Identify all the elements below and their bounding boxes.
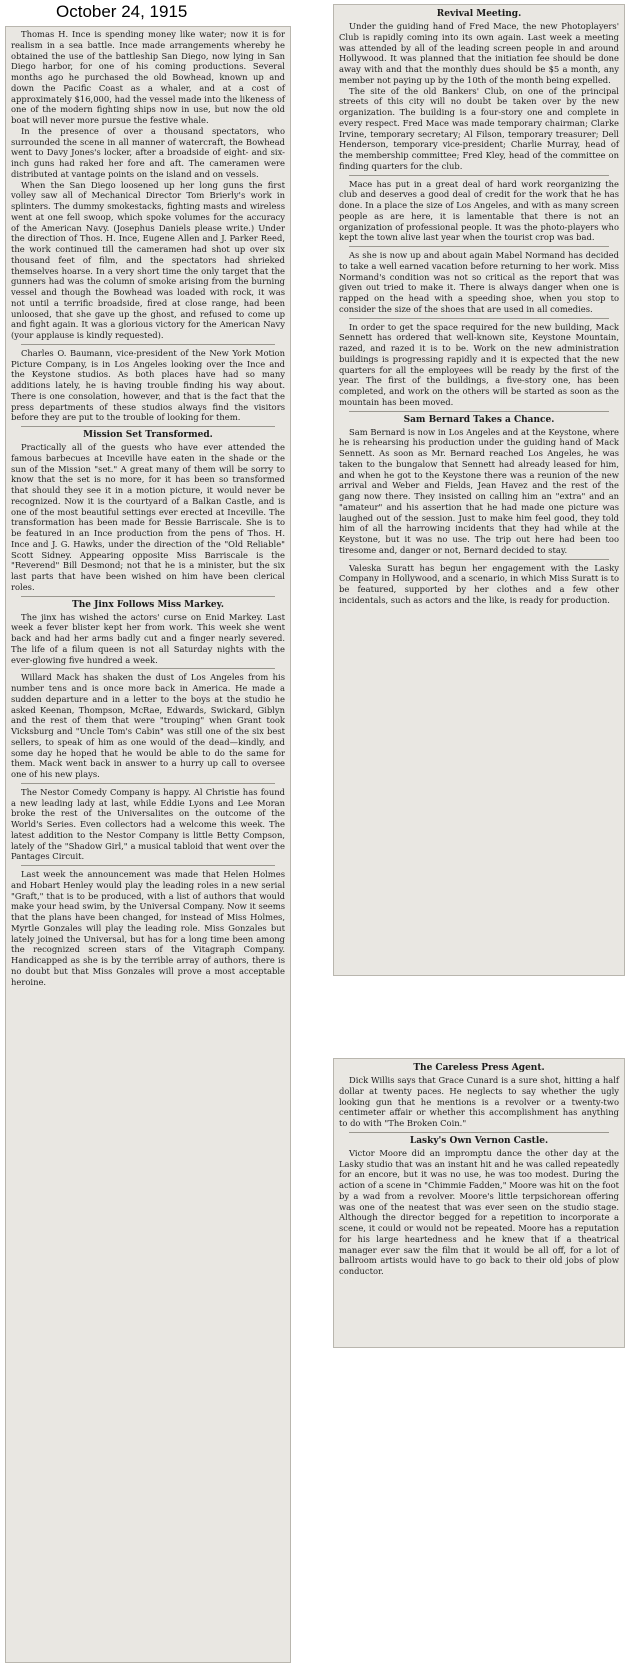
article-mission-set: Practically all of the guests who have ever attended the famous barbecues at Inceville have eaten in the shade or the sun of the Mission "set." A great many of them will be sorry to know that the set is no more, for it has been so transformed that should they see it in a motion picture, it would never be recognized. Now it is the courtyard of a Balkan Castle, and is one of the most beautiful settings ever erected at Inceville. The transformation has been made for Bessie Barriscale. She is to be featured in an Ince production from the pens of Thos. H. Ince and J. G. Hawks, under the direction of the "Old Reliable" Scott Sidney. Appearing opposite Miss Barriscale is the "Reverend" Bill Desmond; not that he is a minister, but the six last parts that have been wished on him have been clerical roles. xyxy=(11,442,285,592)
heading-revival-meeting: Revival Meeting. xyxy=(436,9,522,19)
article-revival-p2: The site of the old Bankers' Club, on one of the principal streets of this city will no doubt be taken over by the new organization. The building is a four-story one and complete in every respect. Fred Mace was made temporary chairman; Clarke Irvine, temporary secretary; Al Filson, temporary treasurer; Dell Henderson, temporary vice-president; Charlie Murray, head of the membership committee; Fred Kley, head of the committee on finding quarters for the club. xyxy=(339,85,619,171)
article-willard-mack: Willard Mack has shaken the dust of Los Angeles from his number tens and is once more back in America. He made a sudden departure and in a letter to the boys at the studio he asked Keenan, Thompson, McRae, Edwards, Swickard, Giblyn and the rest of them that were "trouping" when Grant took Vicksburg and "Uncle Tom's Cabin" was still one of the six best sellers, to speak of him as one would of the dead—kindly, and some day he hoped that he would be able to do the same for them. Mack went back in answer to a hurry up call to oversee one of his new plays. xyxy=(11,672,285,779)
divider xyxy=(349,318,609,319)
article-nestor-comedy: The Nestor Comedy Company is happy. Al Christie has found a new leading lady at last, while Eddie Lyons and Lee Moran broke the rest of the Universalites on the outcome of the World's Series. Even collectors had a welcome this week. The latest addition to the Nestor Company is little Betty Compson, lately of the "Shadow Girl," a musical tabloid that went over the Pantages Circuit. xyxy=(11,786,285,862)
divider xyxy=(349,175,609,176)
article-lasky-vernon-castle: Victor Moore did an impromptu dance the other day at the Lasky studio that was an instant hit and he was called repeatedly for an encore, but it was no use, he was too modest. During the action of a scene in "Chimmie Fadden," Moore was hit on the foot by a wad from a revolver. Moore's little terpsichorean offering was one of the neatest that was ever seen on the studio stage. Although the director begged for a repetition to incorporate a scene, it could or would not be repeated. Moore has a reputation for his large heartedness and he knew that if a theatrical manager ever saw the film that it would be all off, for a lot of ballroom artists would have to go back to their old jobs of plow conductor. xyxy=(339,1147,619,1276)
article-suratt: Valeska Suratt has begun her engagement with the Lasky Company in Hollywood, and a scenario, in which Miss Suratt is to be featured, supported by her clothes and a few other incidentals, such as actors and the like, is ready for production. xyxy=(339,562,619,605)
article-jinx: The jinx has wished the actors' curse on Enid Markey. Last week a fever blister kept her from work. This week she went back and had her arms badly cut and a finger nearly severed. The life of a filum queen is not all Saturday nights with the ever-glowing five hundred a week. xyxy=(11,611,285,665)
heading-careless-press-agent: The Careless Press Agent. xyxy=(413,1063,545,1073)
article-normand: As she is now up and about again Mabel Normand has decided to take a well earned vacation before returning to her work. Miss Normand's condition was not so critical as the report that was given out tried to make it. There is always danger when one is rapped on the head with a speeding shoe, when you stop to consider the size of the shoes that are used in all comedies. xyxy=(339,250,619,314)
divider xyxy=(349,559,609,560)
article-ince-battle-p2: In the presence of over a thousand spectators, who surrounded the scene in all manner of watercraft, the Bowhead went to Davy Jones's locker, after a broadside of eight- and six-inch guns had raked her fore and aft. The cameramen were distributed at vantage points on the island and on vessels. xyxy=(11,125,285,179)
divider xyxy=(21,668,275,669)
article-ince-battle-p1: Thomas H. Ince is spending money like water; now it is for realism in a sea battle. Ince made arrangements whereby he obtained the use of the battleship San Diego, now lying in San Diego harbor, for one of his coming productions. Several months ago he purchased the old Bowhead, known up and down the Pacific Coast as a whaler, and at a cost of approximately $16,000, had the vessel made into the likeness of one of the modern fighting ships now in use, but now the old boat will never more pursue the festive whale. xyxy=(11,29,285,125)
article-revival-p1: Under the guiding hand of Fred Mace, the new Photoplayers' Club is rapidly coming into its own again. Last week a meeting was attended by all of the leading screen people in and around Hollywood. It was planned that the initiation fee should be done away with and that the monthly dues should be $5 a month, any member not paying up by the 10th of the month being expelled. xyxy=(339,21,619,85)
article-baumann: Charles O. Baumann, vice-president of the New York Motion Picture Company, is in Los Angeles looking over the Ince and the Keystone studios. As both places have had so many additions lately, he is having trouble finding his way about. There is one consolation, however, and that is the fact that the press departments of these studios always find the visitors before they are put to the trouble of looking for them. xyxy=(11,347,285,423)
divider xyxy=(349,1132,609,1133)
divider xyxy=(21,344,275,345)
divider xyxy=(21,596,275,597)
divider xyxy=(21,865,275,866)
heading-lasky-vernon-castle: Lasky's Own Vernon Castle. xyxy=(409,1135,549,1146)
heading-sam-bernard: Sam Bernard Takes a Chance. xyxy=(403,414,555,425)
article-sam-bernard: Sam Bernard is now in Los Angeles and at the Keystone, where he is rehearsing his production under the guiding hand of Mack Sennett. As soon as Mr. Bernard reached Los Angeles, he was taken to the bungalow that Sennett had already leased for him, and when he got to the Keystone there was a reunion of the new arrival and Weber and Fields, Jean Havez and the rest of the gang now there. They insisted on calling him an "extra" and an "amateur" and his assertion that he had made one picture was laughed out of the session. Just to make him feel good, they told him of all the harrowing incidents that they had while at the Keystone, but it was no use. The trip out here had been too tiresome and, danger or not, Bernard decided to stay. xyxy=(339,426,619,555)
right-column-bottom xyxy=(333,1058,625,1348)
article-keystone-mountain: In order to get the space required for the new building, Mack Sennett has ordered that well-known site, Keystone Mountain, razed, and razed it is to be. Work on the new administration buildings is progressing rapidly and it is expected that the new quarters for all the employees will be ready by the first of the year. The first of the buildings, a five-story one, has been completed, and work on the others will be started as soon as the mountain has been moved. xyxy=(339,321,619,407)
article-ince-battle-p3: When the San Diego loosened up her long guns the first volley saw all of Mechanical Director Tom Brierly's work in splinters. The dummy smokestacks, fighting masts and wireless went at one fell swoop, which spoke volumes for the accuracy of the American Navy. (Josephus Daniels please write.) Under the direction of Thos. H. Ince, Eugene Allen and J. Parker Reed, the work continued till the cameramen had shot up over six thousand feet of film, and the spectators had shrieked themselves hoarse. In a very short time the only target that the gunners had was the column of smoke arising from the burning vessel and though the Bowhead was loaded with rock, it was not until a terrific broadside, fired at close range, had been unloosed, that she gave up the ghost, and refused to come up and fight again. It was a glorious victory for the American Navy (your applause is kindly requested). xyxy=(11,179,285,340)
article-graft-serial: Last week the announcement was made that Helen Holmes and Hobart Henley would play the leading roles in a new serial "Graft," that is to be produced, with a list of authors that would make your head swim, by the Universal Company. Now it seems that the plans have been changed, for instead of Miss Holmes, Myrtle Gonzales will play the leading role. Miss Gonzales but lately joined the Universal, but has for a long time been among the recognized screen stars of the Vitagraph Company. Handicapped as she is by the terrible array of authors, there is no doubt but that Miss Gonzales will prove a most acceptable heroine. xyxy=(11,869,285,987)
article-careless-press-agent: Dick Willis says that Grace Cunard is a sure shot, hitting a half dollar at twenty paces. He neglects to say whether the ugly looking gun that he mentions is a revolver or a twenty-two centimeter affair or whether this accomplishment has anything to do with "The Broken Coin." xyxy=(339,1075,619,1128)
right-column-top xyxy=(333,4,625,976)
date-label: October 24, 1915 xyxy=(56,2,188,21)
heading-jinx: The Jinx Follows Miss Markey. xyxy=(72,599,224,610)
divider xyxy=(21,783,275,784)
divider xyxy=(349,411,609,412)
heading-mission-set: Mission Set Transformed. xyxy=(83,430,213,440)
left-column xyxy=(5,26,291,1663)
divider xyxy=(21,426,275,427)
article-mace: Mace has put in a great deal of hard work reorganizing the club and deserves a good deal of credit for the work that he has done. In a place the size of Los Angeles, and with as many screen people as are here, it is lamentable that there is not an organization of professional people. It was the photo-players who kept the town alive last year when the tourist crop was bad. xyxy=(339,178,619,243)
divider xyxy=(349,246,609,247)
